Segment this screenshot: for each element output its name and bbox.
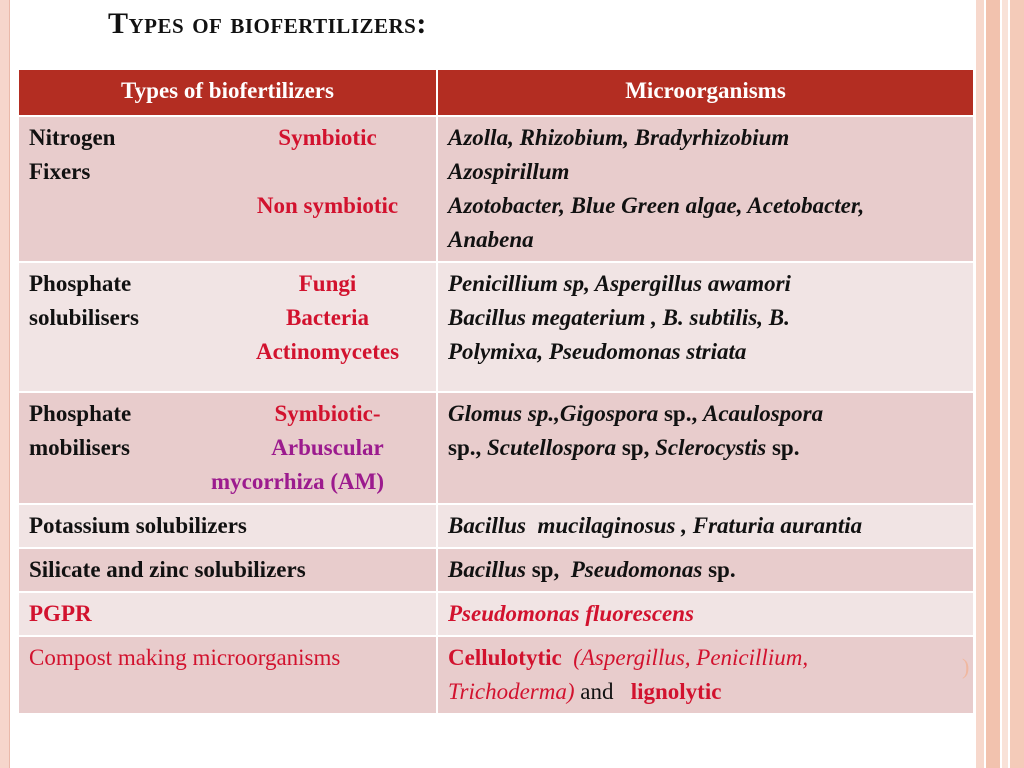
table-header-row (18, 69, 974, 116)
category-line: Phosphate (29, 271, 132, 296)
type-cell: Potassium solubilizers (18, 504, 437, 548)
type-cell (18, 116, 437, 262)
organism-line: Trichoderma) and lignolytic (448, 679, 722, 704)
subtype-label: Fungi (298, 271, 357, 296)
organism-line: Azotobacter, Blue Green algae, Acetobacter, (448, 193, 865, 218)
organism-cell (437, 116, 974, 262)
subtype-label: Arbuscular (271, 435, 384, 460)
table-row (18, 548, 974, 592)
slide-title: Types of biofertilizers: (108, 7, 427, 40)
category-line: Nitrogen (29, 125, 116, 150)
organism-line: Anabena (448, 227, 534, 252)
table-row (18, 504, 974, 548)
organism-line: Azolla, Rhizobium, Bradyrhizobium (448, 125, 790, 150)
subtype-label: mycorrhiza (AM) (210, 469, 385, 494)
type-cell: Compost making microorganisms (18, 636, 437, 714)
subtype-spacer (227, 155, 428, 189)
table-row (18, 116, 974, 262)
category-line: mobilisers (29, 435, 130, 460)
organism-cell: Pseudomonas fluorescens (437, 592, 974, 636)
table-row (18, 262, 974, 392)
subtype-label: Actinomycetes (255, 339, 400, 364)
table-row (18, 636, 974, 714)
table-row (18, 392, 974, 504)
header-types: Types of biofertilizers (18, 69, 437, 116)
type-cell (18, 392, 437, 504)
type-cell: Silicate and zinc solubilizers (18, 548, 437, 592)
organism-line: Azospirillum (448, 159, 570, 184)
organism-line: Polymixa, Pseudomonas striata (448, 339, 747, 364)
category-line: Phosphate (29, 401, 132, 426)
organism-line: Cellulotytic (Aspergillus, Penicillium, (448, 645, 809, 670)
organism-line: sp., Scutellospora sp, Sclerocystis sp. (448, 435, 800, 460)
subtype-label: Symbiotic- (274, 401, 381, 426)
right-edge-decoration (976, 0, 1024, 768)
header-microorganisms: Microorganisms (437, 69, 974, 116)
subtype-label: Bacteria (285, 305, 369, 330)
organism-cell (437, 392, 974, 504)
table-row (18, 592, 974, 636)
left-edge-decoration (0, 0, 10, 768)
organism-cell (437, 636, 974, 714)
category-line: Fixers (29, 159, 91, 184)
subtype-label: Non symbiotic (256, 193, 399, 218)
organism-line: Penicillium sp, Aspergillus awamori (448, 271, 791, 296)
type-cell: PGPR (18, 592, 437, 636)
organism-cell: Bacillus sp, Pseudomonas sp. (437, 548, 974, 592)
organism-cell (437, 262, 974, 392)
decorative-paren: ) (962, 654, 970, 679)
category-line: solubilisers (29, 305, 139, 330)
organism-line: Glomus sp.,Gigospora sp., Acaulospora (448, 401, 824, 426)
subtype-label: Symbiotic (278, 125, 377, 150)
organism-line: Bacillus megaterium , B. subtilis, B. (448, 305, 790, 330)
biofertilizer-table (17, 68, 975, 715)
type-cell (18, 262, 437, 392)
organism-cell: Bacillus mucilaginosus , Fraturia aurantia (437, 504, 974, 548)
